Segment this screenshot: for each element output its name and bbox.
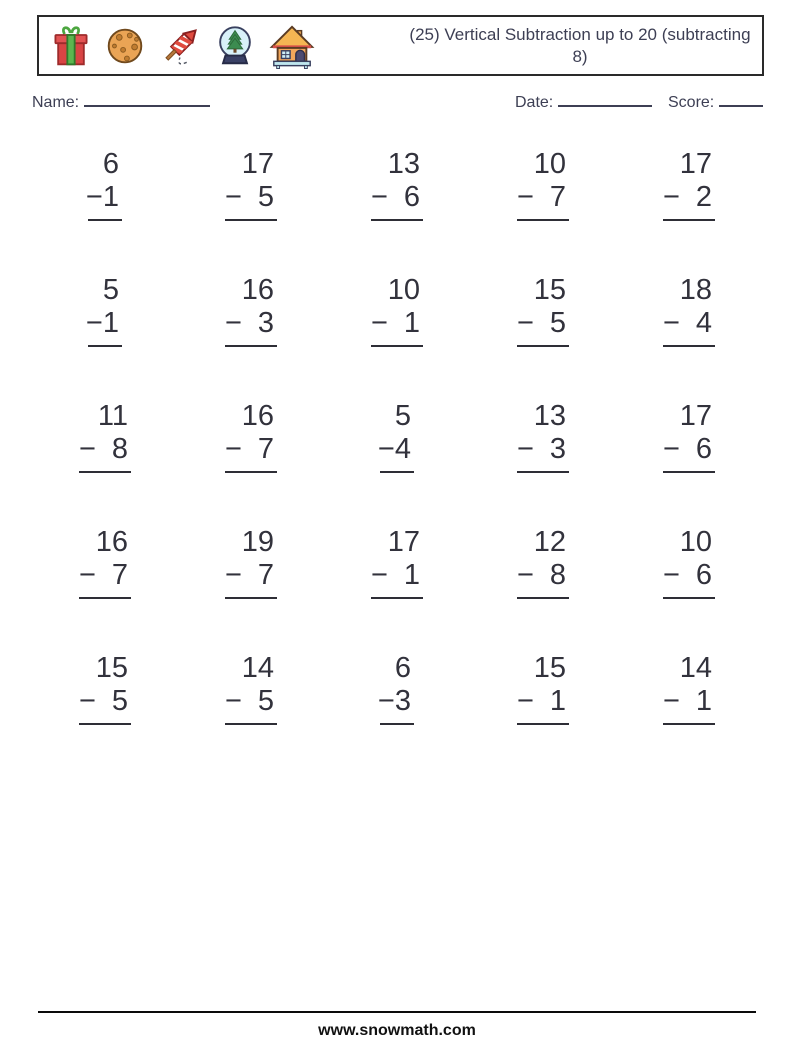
subtrahend: 8 <box>111 433 128 465</box>
subtrahend: 4 <box>394 433 411 465</box>
subtraction-problem <box>178 148 324 274</box>
minuend: 15 <box>533 652 566 684</box>
subtrahend: 6 <box>695 559 712 591</box>
minus-sign: − <box>517 181 534 213</box>
minuend: 5 <box>394 400 411 432</box>
minus-sign: − <box>663 181 680 213</box>
cookie-icon <box>102 23 148 69</box>
minuend: 17 <box>679 400 712 432</box>
minus-sign: − <box>225 181 242 213</box>
minuend: 14 <box>241 652 274 684</box>
subtraction-problem <box>324 400 470 526</box>
date-label: Date: <box>515 94 554 111</box>
minus-sign: − <box>225 685 242 717</box>
fields-row <box>0 92 794 118</box>
minus-sign: − <box>377 433 395 465</box>
minus-sign: − <box>79 559 96 591</box>
minuend: 16 <box>95 526 128 558</box>
subtraction-problem <box>32 274 178 400</box>
minuend: 17 <box>679 148 712 180</box>
subtraction-problem <box>616 148 762 274</box>
minus-sign: − <box>517 433 534 465</box>
subtraction-problem <box>178 400 324 526</box>
subtrahend: 2 <box>695 181 712 213</box>
minuend: 6 <box>394 652 411 684</box>
subtraction-problem <box>470 274 616 400</box>
minus-sign: − <box>225 307 242 339</box>
minus-sign: − <box>225 433 242 465</box>
minuend: 10 <box>679 526 712 558</box>
problems-grid <box>32 148 762 778</box>
subtraction-problem <box>178 274 324 400</box>
subtraction-problem <box>324 274 470 400</box>
score-label: Score: <box>668 94 715 111</box>
subtrahend: 6 <box>403 181 420 213</box>
minuend: 18 <box>679 274 712 306</box>
minus-sign: − <box>517 685 534 717</box>
subtraction-problem <box>616 526 762 652</box>
minuend: 16 <box>241 274 274 306</box>
subtraction-problem <box>470 148 616 274</box>
minuend: 16 <box>241 400 274 432</box>
subtraction-problem <box>178 652 324 778</box>
winter-house-icon <box>267 23 317 69</box>
minuend: 10 <box>387 274 420 306</box>
subtrahend: 7 <box>257 559 274 591</box>
subtraction-problem <box>470 652 616 778</box>
minus-sign: − <box>85 181 103 213</box>
subtraction-problem <box>32 400 178 526</box>
subtraction-problem <box>32 526 178 652</box>
subtrahend: 3 <box>257 307 274 339</box>
subtrahend: 5 <box>257 181 274 213</box>
firework-rocket-icon <box>157 23 203 69</box>
subtrahend: 4 <box>695 307 712 339</box>
minuend: 10 <box>533 148 566 180</box>
subtrahend: 1 <box>549 685 566 717</box>
minuend: 13 <box>533 400 566 432</box>
subtraction-problem <box>324 526 470 652</box>
minuend: 14 <box>679 652 712 684</box>
subtraction-problem <box>616 400 762 526</box>
subtrahend: 7 <box>549 181 566 213</box>
header-icon-row <box>39 23 317 69</box>
subtrahend: 1 <box>403 307 420 339</box>
minus-sign: − <box>225 559 242 591</box>
footer-divider <box>38 1011 756 1013</box>
minus-sign: − <box>85 307 103 339</box>
minuend: 17 <box>387 526 420 558</box>
name-label: Name: <box>32 94 80 111</box>
website-url: www.snowmath.com <box>318 1022 476 1039</box>
subtrahend: 5 <box>257 685 274 717</box>
minuend: 17 <box>241 148 274 180</box>
subtraction-problem <box>616 652 762 778</box>
snow-globe-icon <box>212 23 258 69</box>
score-blank-line <box>719 92 763 107</box>
worksheet-header <box>37 15 764 76</box>
minus-sign: − <box>517 559 534 591</box>
minuend: 15 <box>95 652 128 684</box>
gift-icon <box>49 23 93 69</box>
subtraction-problem <box>616 274 762 400</box>
subtrahend: 5 <box>111 685 128 717</box>
subtrahend: 6 <box>695 433 712 465</box>
subtrahend: 1 <box>695 685 712 717</box>
name-blank-line <box>84 92 210 107</box>
minuend: 5 <box>102 274 119 306</box>
subtraction-problem <box>324 652 470 778</box>
minuend: 15 <box>533 274 566 306</box>
subtrahend: 3 <box>394 685 411 717</box>
minuend: 11 <box>97 400 128 432</box>
subtraction-problem <box>32 148 178 274</box>
subtrahend: 7 <box>257 433 274 465</box>
subtrahend: 7 <box>111 559 128 591</box>
minuend: 19 <box>241 526 274 558</box>
minus-sign: − <box>663 559 680 591</box>
subtraction-problem <box>178 526 324 652</box>
minus-sign: − <box>371 559 388 591</box>
subtraction-problem <box>470 526 616 652</box>
subtrahend: 5 <box>549 307 566 339</box>
subtrahend: 1 <box>403 559 420 591</box>
minus-sign: − <box>371 307 388 339</box>
date-blank-line <box>558 92 652 107</box>
subtrahend: 3 <box>549 433 566 465</box>
subtrahend: 1 <box>102 307 119 339</box>
minus-sign: − <box>377 685 395 717</box>
minus-sign: − <box>517 307 534 339</box>
worksheet-title: (25) Vertical Subtraction up to 20 (subtracting 8) <box>409 24 751 66</box>
minuend: 6 <box>102 148 119 180</box>
subtraction-problem <box>324 148 470 274</box>
minus-sign: − <box>663 307 680 339</box>
minus-sign: − <box>663 433 680 465</box>
subtrahend: 8 <box>549 559 566 591</box>
subtraction-problem <box>32 652 178 778</box>
minus-sign: − <box>79 685 96 717</box>
minus-sign: − <box>663 685 680 717</box>
minus-sign: − <box>79 433 96 465</box>
subtraction-problem <box>470 400 616 526</box>
minuend: 13 <box>387 148 420 180</box>
minus-sign: − <box>371 181 388 213</box>
subtrahend: 1 <box>102 181 119 213</box>
minuend: 12 <box>533 526 566 558</box>
